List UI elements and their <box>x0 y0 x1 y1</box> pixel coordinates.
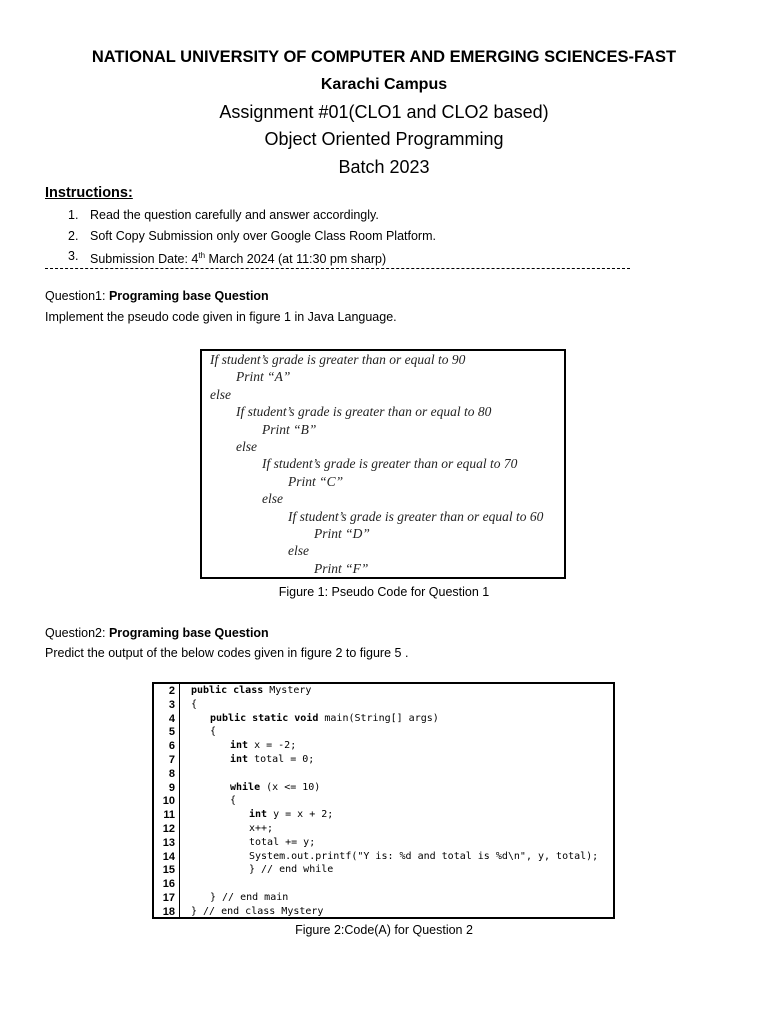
code-text: main(String[] args) <box>318 712 439 724</box>
pseudo-code-line: Print “B” <box>262 421 317 437</box>
code-line <box>210 713 439 724</box>
pseudo-code-figure <box>200 349 566 579</box>
line-number: 16 <box>162 878 175 891</box>
code-keyword: int <box>230 754 249 765</box>
instruction-item <box>45 247 436 268</box>
code-line <box>249 851 598 862</box>
figure1-caption: Figure 1: Pseudo Code for Question 1 <box>278 585 490 599</box>
question2-heading <box>45 626 269 640</box>
code-line <box>230 740 296 751</box>
instruction-item <box>45 206 436 227</box>
section-divider <box>45 268 630 269</box>
figure2-caption: Figure 2:Code(A) for Question 2 <box>295 923 473 937</box>
instruction-text: Soft Copy Submission only over Google Class Room Platform. <box>90 228 436 243</box>
line-number: 5 <box>168 726 175 739</box>
instruction-item <box>45 227 436 248</box>
question1-label: Question1: <box>45 289 109 303</box>
line-number: 9 <box>168 781 175 794</box>
line-number: 18 <box>162 905 175 918</box>
question1-text: Implement the pseudo code given in figure 1 in Java Language. <box>45 310 397 324</box>
code-line <box>210 892 288 903</box>
pseudo-code-line: Print “D” <box>314 526 370 541</box>
instructions-list <box>45 206 436 268</box>
code-text: (x <= 10) <box>260 781 321 793</box>
line-number: 6 <box>168 740 175 753</box>
code-line <box>249 823 273 834</box>
code-line <box>230 795 236 806</box>
line-number: 3 <box>168 698 175 711</box>
pseudo-code-line: If student’s grade is greater than or equal to 80 <box>236 404 492 420</box>
code-line <box>249 837 315 848</box>
question2-label: Question2: <box>45 626 109 640</box>
code-line <box>191 685 311 696</box>
code-text: } // end while <box>249 864 334 876</box>
pseudo-code-line: If student’s grade is greater than or equal to 90 <box>210 352 466 367</box>
pseudo-code-line: else <box>236 439 257 454</box>
line-number: 10 <box>162 795 175 808</box>
code-text: x++; <box>249 823 274 834</box>
code-line <box>230 782 320 793</box>
date-superscript: th <box>198 251 206 260</box>
code-keyword: while <box>230 781 261 793</box>
line-number: 12 <box>162 823 175 835</box>
question2-title: Programing base Question <box>108 626 269 640</box>
pseudo-code-line: else <box>288 543 309 559</box>
instruction-number: 1. <box>68 208 79 222</box>
university-name: NATIONAL UNIVERSITY OF COMPUTER AND EMERGING SCIENCES-FAST <box>91 48 677 66</box>
submission-date-suffix: March 2024 (at 11:30 pm sharp) <box>205 252 387 267</box>
code-text: total += y; <box>249 836 316 848</box>
instruction-number: 2. <box>68 228 79 243</box>
code-text: y = x + 2; <box>267 809 334 821</box>
pseudo-code-line: If student’s grade is greater than or equal to 70 <box>262 456 518 472</box>
line-number: 8 <box>168 767 175 780</box>
instruction-text: Read the question carefully and answer accordingly. <box>90 208 379 222</box>
line-number: 4 <box>168 712 175 725</box>
pseudo-code-line: Print “C” <box>288 473 344 489</box>
code-text: } // end class Mystery <box>191 905 324 917</box>
code-line <box>249 809 333 820</box>
code-text: { <box>210 726 217 738</box>
code-keyword: public static void <box>210 712 319 724</box>
batch-title: Batch 2023 <box>338 157 430 177</box>
line-number: 2 <box>168 685 175 697</box>
code-text: } // end main <box>210 892 289 903</box>
code-text: Mystery <box>263 685 312 696</box>
instruction-number: 3. <box>68 249 79 263</box>
line-number: 17 <box>162 892 175 904</box>
question2-text: Predict the output of the below codes given in figure 2 to figure 5 . <box>45 646 409 660</box>
question1-title: Programing base Question <box>108 289 269 303</box>
code-keyword: public class <box>191 685 264 696</box>
submission-date-prefix: Submission Date: 4 <box>90 252 199 267</box>
assignment-title: Assignment #01(CLO1 and CLO2 based) <box>219 102 549 122</box>
line-number-gutter <box>154 684 180 917</box>
code-figure <box>152 682 615 919</box>
code-line <box>230 754 314 765</box>
pseudo-code-line: else <box>210 386 231 402</box>
code-line <box>249 864 333 875</box>
pseudo-code-line: else <box>262 491 283 507</box>
line-number: 14 <box>162 850 175 863</box>
campus-name: Karachi Campus <box>320 76 448 93</box>
line-number: 13 <box>162 836 175 849</box>
code-text: System.out.printf("Y is: %d and total is %d\n", y, total); <box>249 850 599 862</box>
code-line <box>191 906 323 917</box>
code-line <box>210 726 216 737</box>
line-number: 15 <box>162 864 175 877</box>
line-number: 7 <box>168 754 175 766</box>
instruction-text <box>90 252 386 266</box>
code-text: { <box>230 795 237 807</box>
code-keyword: int <box>249 809 268 821</box>
code-text: { <box>191 698 198 710</box>
pseudo-code-line: Print “F” <box>314 560 369 576</box>
line-number: 11 <box>163 809 175 822</box>
code-keyword: int <box>230 740 249 752</box>
instructions-heading: Instructions: <box>45 185 133 201</box>
pseudo-code-line: Print “A” <box>236 369 291 385</box>
pseudo-code-line: If student’s grade is greater than or equal to 60 <box>288 508 544 524</box>
question1-heading <box>45 289 269 303</box>
code-line <box>191 699 197 710</box>
course-title: Object Oriented Programming <box>264 129 504 149</box>
code-text: total = 0; <box>248 754 315 765</box>
code-text: x = -2; <box>248 740 297 752</box>
